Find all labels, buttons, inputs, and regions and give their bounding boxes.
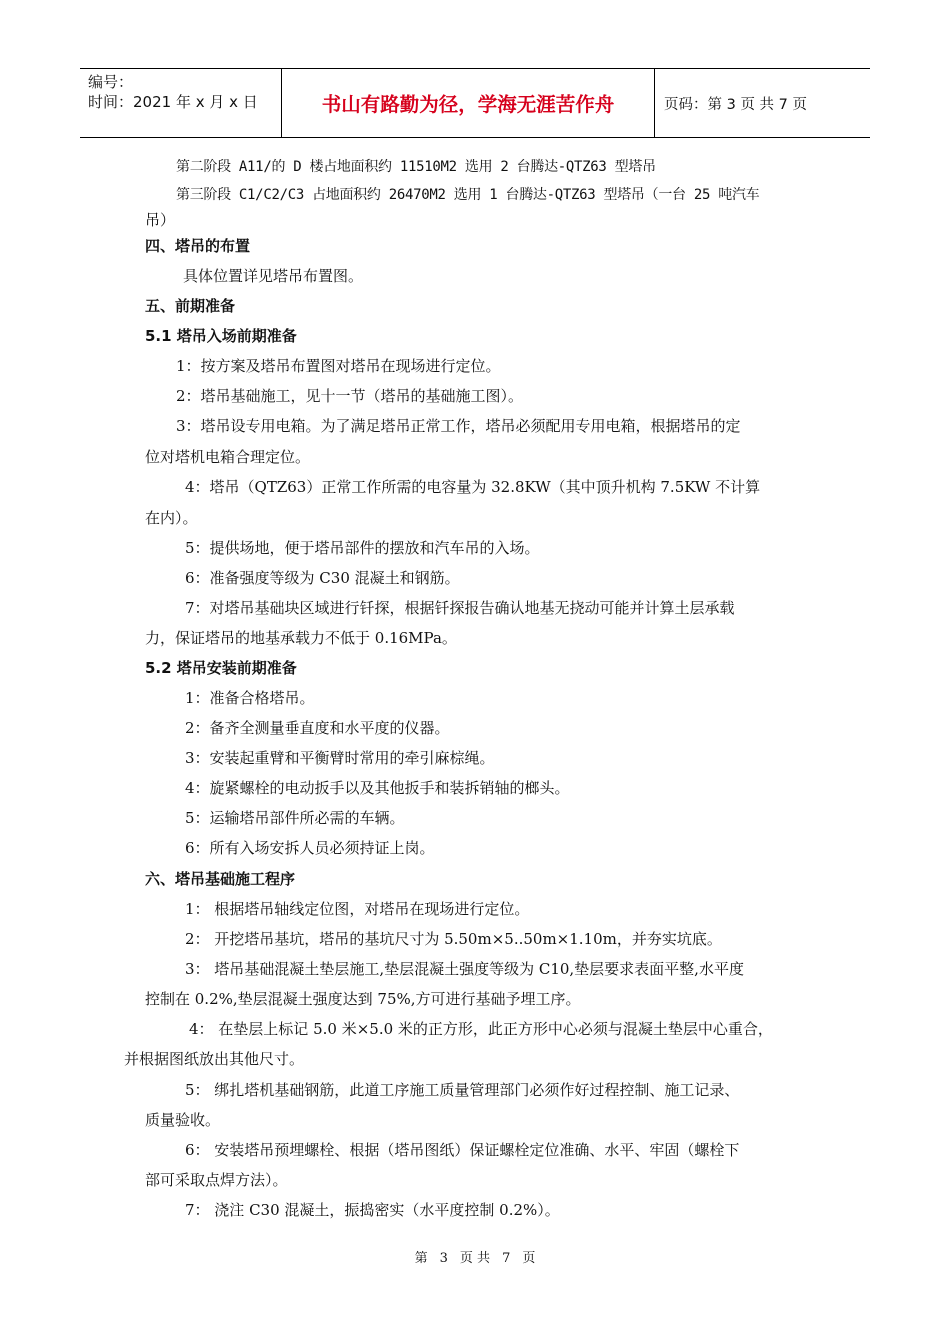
text-line: 具体位置详见塔吊布置图。 bbox=[183, 267, 364, 285]
list-item: 5：提供场地，便于塔吊部件的摆放和汽车吊的入场。 bbox=[185, 539, 540, 557]
list-item: 7：对塔吊基础块区域进行钎探，根据钎探报告确认地基无挠动可能并计算土层承载 bbox=[185, 599, 735, 617]
list-item: 6： 安装塔吊预埋螺栓、根据（塔吊图纸）保证螺栓定位准确、水平、牢固（螺栓下 bbox=[185, 1141, 740, 1159]
page-header bbox=[80, 68, 870, 138]
list-item: 3：塔吊设专用电箱。为了满足塔吊正常工作，塔吊必须配用专用电箱，根据塔吊的定 bbox=[176, 417, 741, 435]
list-item-continuation: 控制在 0.2%,垫层混凝土强度达到 75%,方可进行基础予埋工序。 bbox=[145, 990, 581, 1008]
time-label: 时间：2021 年 x 月 x 日 bbox=[88, 93, 258, 111]
list-item-continuation: 质量验收。 bbox=[145, 1111, 221, 1129]
list-item: 6：准备强度等级为 C30 混凝土和钢筋。 bbox=[185, 569, 460, 587]
page-info-text: 页码：第 3 页 共 7 页 bbox=[664, 96, 807, 113]
list-item: 5：运输塔吊部件所必需的车辆。 bbox=[185, 809, 405, 827]
list-item: 1：准备合格塔吊。 bbox=[185, 689, 315, 707]
subsection-heading: 5.2 塔吊安装前期准备 bbox=[145, 659, 297, 677]
list-item-continuation: 并根据图纸放出其他尺寸。 bbox=[124, 1050, 305, 1068]
text-line: 第三阶段 C1/C2/C3 占地面积约 26470M2 选用 1 台腾达-QTZ63 型塔吊（一台 25 吨汽车 bbox=[176, 187, 760, 203]
list-item: 7： 浇注 C30 混凝土，振捣密实（水平度控制 0.2%）。 bbox=[185, 1201, 560, 1219]
list-item: 4：旋紧螺栓的电动扳手以及其他扳手和装拆销轴的榔头。 bbox=[185, 779, 570, 797]
list-item: 1： 根据塔吊轴线定位图，对塔吊在现场进行定位。 bbox=[185, 900, 530, 918]
footer-suffix: 页 bbox=[522, 1251, 536, 1266]
list-item: 2： 开挖塔吊基坑，塔吊的基坑尺寸为 5.50m×5..50m×1.10m，并夯实坑底。 bbox=[185, 930, 722, 948]
number-label: 编号： bbox=[88, 73, 134, 91]
subsection-heading: 5.1 塔吊入场前期准备 bbox=[145, 327, 297, 345]
section-heading: 六、塔吊基础施工程序 bbox=[145, 870, 296, 888]
header-meta bbox=[80, 69, 280, 137]
list-item-continuation: 力，保证塔吊的地基承载力不低于 0.16MPa。 bbox=[145, 629, 457, 647]
list-item: 1：按方案及塔吊布置图对塔吊在现场进行定位。 bbox=[176, 357, 501, 375]
list-item: 2：塔吊基础施工，见十一节（塔吊的基础施工图）。 bbox=[176, 387, 524, 405]
list-item-continuation: 在内）。 bbox=[145, 509, 198, 527]
section-heading: 五、前期准备 bbox=[145, 297, 236, 315]
footer-total-pages: 7 bbox=[502, 1251, 511, 1266]
footer-page-number: 3 bbox=[439, 1251, 448, 1266]
list-item-continuation: 位对塔机电箱合理定位。 bbox=[145, 448, 311, 466]
header-page-info bbox=[654, 69, 870, 137]
section-heading: 四、塔吊的布置 bbox=[145, 237, 251, 255]
page-footer bbox=[0, 1247, 950, 1266]
list-item: 6：所有入场安拆人员必须持证上岗。 bbox=[185, 839, 435, 857]
footer-prefix: 第 bbox=[414, 1251, 428, 1266]
list-item-continuation: 部可采取点焊方法）。 bbox=[145, 1171, 288, 1189]
text-line: 第二阶段 A11/的 D 楼占地面积约 11510M2 选用 2 台腾达-QTZ63 型塔吊 bbox=[176, 159, 656, 175]
list-item: 3： 塔吊基础混凝土垫层施工,垫层混凝土强度等级为 C10,垫层要求表面平整,水平度 bbox=[185, 960, 744, 978]
list-item: 3：安装起重臂和平衡臂时常用的牵引麻棕绳。 bbox=[185, 749, 495, 767]
list-item: 4：塔吊（QTZ63）正常工作所需的电容量为 32.8KW（其中顶升机构 7.5KW 不计算 bbox=[185, 478, 761, 496]
footer-mid: 页 共 bbox=[459, 1251, 491, 1266]
list-item: 4： 在垫层上标记 5.0 米×5.0 米的正方形，此正方形中心必须与混凝土垫层中心重合， bbox=[189, 1020, 773, 1038]
list-item: 2：备齐全测量垂直度和水平度的仪器。 bbox=[185, 719, 450, 737]
list-item: 5： 绑扎塔机基础钢筋，此道工序施工质量管理部门必须作好过程控制、施工记录、 bbox=[185, 1081, 740, 1099]
text-line: 吊） bbox=[145, 211, 176, 229]
header-motto: 书山有路勤为径，学海无涯苦作舟 bbox=[281, 69, 655, 137]
